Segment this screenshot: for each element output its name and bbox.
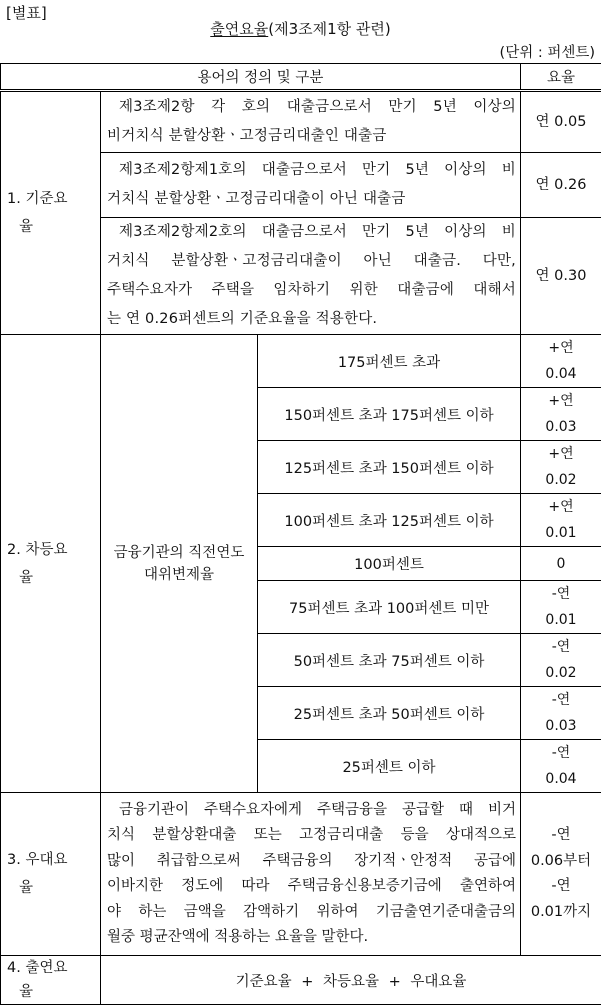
base-rate-value-2: 연 0.26 [521, 153, 601, 218]
contribution-rate-category: 4. 출연요 율 [1, 956, 101, 1005]
base-rate-row-1 [1, 91, 601, 153]
document-title [0, 18, 601, 39]
pref-rate-value: -연 0.06부터 -연 0.01까지 [521, 793, 601, 956]
diff-rate-6: -연 0.01 [521, 581, 601, 634]
base-rate-definition-3: 제3조제2항제2호의 대출금으로서 만기 5년 이상의 비 거치식 분할상환ㆍ고정금리대출이 아닌 대출금. 다만, 주택수요자가 주택을 임차하기 위한 대출금에 대해서 는 연 0.26퍼센트의 기준요율을 적용한다. [101, 218, 521, 335]
unit-note: (단위 : 퍼센트) [500, 41, 595, 62]
diff-rate-subcategory: 금융기관의 직전연도 대위변제율 [101, 335, 258, 793]
column-header-rate: 요율 [521, 64, 601, 91]
base-rate-definition-1: 제3조제2항 각 호의 대출금으로서 만기 5년 이상의 비거치식 분할상환ㆍ고정금리대출인 대출금 [101, 91, 521, 153]
diff-rate-3: +연 0.02 [521, 441, 601, 494]
diff-rate-1: +연 0.04 [521, 335, 601, 388]
diff-range-3: 125퍼센트 초과 150퍼센트 이하 [258, 441, 521, 494]
diff-rate-row [1, 335, 601, 388]
column-header-definition: 용어의 정의 및 구분 [1, 64, 521, 91]
diff-range-2: 150퍼센트 초과 175퍼센트 이하 [258, 388, 521, 441]
title-reference: (제3조제1항 관련) [268, 20, 391, 38]
diff-range-8: 25퍼센트 초과 50퍼센트 이하 [258, 687, 521, 740]
diff-range-4: 100퍼센트 초과 125퍼센트 이하 [258, 494, 521, 547]
diff-rate-category: 2. 차등요 율 [1, 335, 101, 793]
diff-rate-4: +연 0.01 [521, 494, 601, 547]
base-rate-value-1: 연 0.05 [521, 91, 601, 153]
contribution-formula: 기준요율 + 차등요율 + 우대요율 [101, 956, 601, 1005]
pref-rate-row [1, 793, 601, 956]
appendix-label: [별표] [6, 2, 47, 23]
diff-rate-8: -연 0.03 [521, 687, 601, 740]
diff-range-6: 75퍼센트 초과 100퍼센트 미만 [258, 581, 521, 634]
diff-rate-7: -연 0.02 [521, 634, 601, 687]
title-main: 출연요율 [210, 20, 268, 38]
contribution-rate-row [1, 956, 601, 1005]
base-rate-category: 1. 기준요 율 [1, 91, 101, 335]
rate-table [0, 63, 601, 1005]
diff-range-5: 100퍼센트 [258, 547, 521, 581]
base-rate-value-3: 연 0.30 [521, 218, 601, 335]
diff-rate-5: 0 [521, 547, 601, 581]
diff-range-1: 175퍼센트 초과 [258, 335, 521, 388]
diff-rate-9: -연 0.04 [521, 740, 601, 793]
base-rate-definition-2: 제3조제2항제1호의 대출금으로서 만기 5년 이상의 비 거치식 분할상환ㆍ고정금리대출이 아닌 대출금 [101, 153, 521, 218]
diff-range-9: 25퍼센트 이하 [258, 740, 521, 793]
diff-range-7: 50퍼센트 초과 75퍼센트 이하 [258, 634, 521, 687]
pref-rate-category: 3. 우대요 율 [1, 793, 101, 956]
diff-rate-2: +연 0.03 [521, 388, 601, 441]
table-header-row [1, 64, 601, 91]
pref-rate-definition: 금융기관이 주택수요자에게 주택금융을 공급할 때 비거 치식 분할상환대출 또는 고정금리대출 등을 상대적으로 많이 취급함으로써 주택금융의 장기적ㆍ안정적 공급에 이바지한 정도에 따라 주택금융신용보증기금에 출연하여 야 하는 금액을 감액하기 위하여 기금출연기준대출금의 월중 평균잔액에 적용하는 요율을 말한다. [101, 793, 521, 956]
